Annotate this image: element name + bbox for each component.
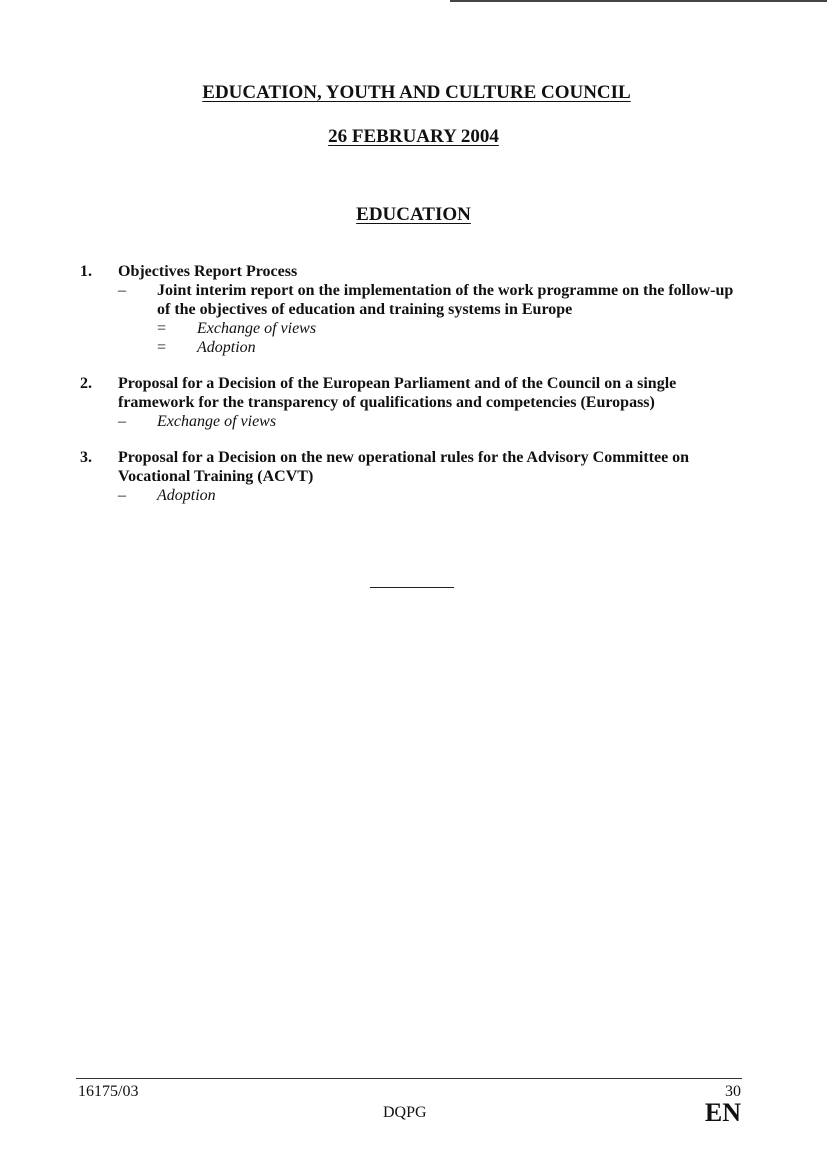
department-code: DQPG: [383, 1104, 427, 1121]
meeting-date: 26 FEBRUARY 2004: [328, 126, 499, 147]
agenda-list: [80, 262, 740, 522]
footer-rule: [76, 1078, 742, 1079]
agenda-point: [157, 338, 740, 357]
agenda-item-2: [80, 374, 740, 431]
page-number: 30: [725, 1083, 741, 1100]
agenda-item-1: [80, 262, 740, 357]
agenda-subitem-text: Joint interim report on the implementation of the work programme on the follow-up of the objectives of education and training systems in Europe: [157, 282, 734, 318]
agenda-point: [157, 319, 740, 338]
agenda-subitem: [118, 486, 740, 505]
agenda-item-title: Proposal for a Decision on the new operational rules for the Advisory Committee on Vocational Training (ACVT): [118, 449, 690, 485]
top-edge-rule: [450, 0, 827, 2]
document-reference: 16175/03: [78, 1083, 139, 1100]
agenda-point-text: Exchange of views: [197, 320, 317, 337]
dash-marker: –: [118, 413, 126, 430]
section-title: EDUCATION: [356, 204, 471, 225]
agenda-item-3: [80, 448, 740, 505]
dash-marker: –: [118, 282, 126, 299]
equals-marker: =: [157, 320, 167, 337]
agenda-subitem: [118, 412, 740, 431]
end-of-list-rule: [370, 587, 454, 588]
agenda-item-number: 3.: [80, 449, 92, 466]
equals-marker: =: [157, 339, 167, 356]
dash-marker: –: [118, 487, 126, 504]
agenda-point-text: Adoption: [197, 339, 256, 356]
agenda-item-title: Objectives Report Process: [118, 263, 298, 280]
agenda-item-number: 2.: [80, 375, 92, 392]
agenda-item-title: Proposal for a Decision of the European Parliament and of the Council on a single framework for the transparency of qualifications and competencies (Europass): [118, 375, 677, 411]
agenda-subitem-text: Adoption: [157, 487, 216, 504]
agenda-subitem-text: Exchange of views: [157, 413, 277, 430]
agenda-item-number: 1.: [80, 263, 92, 280]
language-code: EN: [704, 1098, 741, 1127]
agenda-subitem: [118, 281, 740, 357]
council-title: EDUCATION, YOUTH AND CULTURE COUNCIL: [202, 82, 631, 103]
